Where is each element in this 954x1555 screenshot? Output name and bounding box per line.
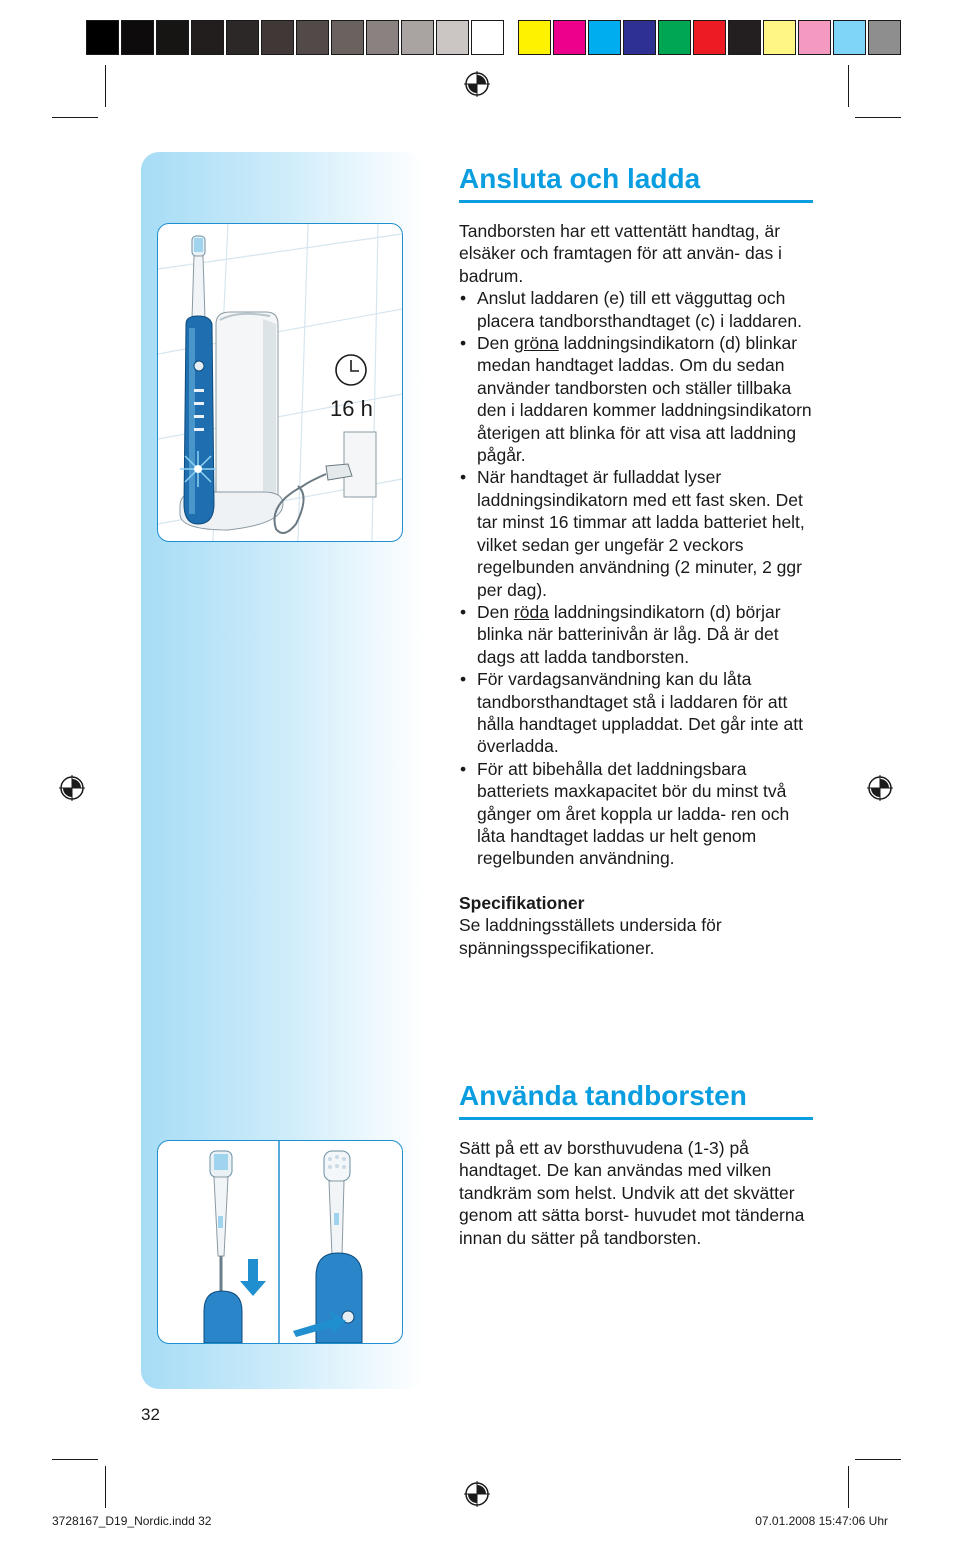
registration-mark-icon: [59, 775, 85, 801]
charging-intro: Tandborsten har ett vattentätt handtag, är elsäker och framtagen för att använ- das i badrum.: [459, 221, 782, 286]
bullet-item: • För att bibehålla det laddningsbara batteriets maxkapacitet bör du minst två gånger om året koppla ur ladda- ren och låta handtaget laddas ur helt genom regelbunden användning.: [459, 758, 819, 870]
color-swatch: [471, 20, 504, 55]
spec-text: Se laddningsställets undersida för spänningsspecifikationer.: [459, 915, 722, 958]
footer-timestamp: 07.01.2008 15:47:06 Uhr: [755, 1514, 888, 1528]
crop-mark: [855, 117, 901, 118]
attach-brush-head-illustration: [157, 1140, 403, 1344]
charging-bullet-list: [459, 287, 819, 870]
crop-mark: [105, 65, 106, 107]
registration-mark-icon: [867, 775, 893, 801]
color-swatch: [728, 20, 761, 55]
underlined-word: gröna: [513, 333, 559, 354]
color-swatch: [156, 20, 189, 55]
color-swatch: [261, 20, 294, 55]
clock-label: 16 h: [330, 396, 373, 421]
color-swatch: [553, 20, 586, 55]
registration-mark-icon: [464, 1481, 490, 1507]
heading-underline: [459, 1117, 813, 1120]
usage-text: Sätt på ett av borsthuvudena (1-3) på handtaget. De kan användas med vilken tandkräm som helst. Undvik att det skvätter genom att sätta borst- huvudet mot tänderna innan du sätter på tandborsten.: [459, 1138, 805, 1248]
toothbrush-charger-icon: [158, 224, 402, 541]
bullet-item: • Anslut laddaren (e) till ett vägguttag och placera tandborsthandtaget (c) i laddaren.: [459, 287, 819, 332]
color-swatch: [436, 20, 469, 55]
color-swatch: [868, 20, 901, 55]
bullet-item: • Den röda laddningsindikatorn (d) börjar blinka när batterinivån är låg. Då är det dags att ladda tandborsten.: [459, 601, 819, 668]
bullet-item: • När handtaget är fulladdat lyser laddningsindikatorn med ett fast sken. Det tar minst 16 timmar att ladda batteriet helt, vilket sedan ger ungefär 2 veckors regelbunden användning (2 minuter, 2 ggr per dag).: [459, 466, 819, 600]
bullet-item: • För vardagsanvändning kan du låta tandborsthandtaget stå i laddaren för att hålla handtaget uppladdat. Det går inte att överladda.: [459, 668, 819, 758]
color-swatch: [588, 20, 621, 55]
color-swatch: [191, 20, 224, 55]
spec-heading: Specifikationer: [459, 892, 585, 913]
charging-body-text: [459, 220, 819, 959]
usage-body-text: [459, 1137, 809, 1249]
footer-file-info: 3728167_D19_Nordic.indd 32: [52, 1514, 212, 1528]
crop-mark: [52, 117, 98, 118]
crop-mark: [848, 1466, 849, 1508]
color-swatch: [121, 20, 154, 55]
heading-underline: [459, 200, 813, 203]
page-number: 32: [141, 1405, 160, 1424]
color-swatch: [366, 20, 399, 55]
section-heading-usage: Använda tandborsten: [459, 1080, 747, 1111]
color-swatch: [296, 20, 329, 55]
color-swatch: [226, 20, 259, 55]
color-swatch: [798, 20, 831, 55]
color-swatch: [693, 20, 726, 55]
color-swatch: [518, 20, 551, 55]
attach-brush-head-icon: [158, 1141, 402, 1343]
crop-mark: [855, 1459, 901, 1460]
color-swatch: [623, 20, 656, 55]
color-calibration-bar: [86, 20, 903, 55]
color-swatch: [401, 20, 434, 55]
registration-mark-icon: [464, 71, 490, 97]
crop-mark: [52, 1459, 98, 1460]
charging-illustration: [157, 223, 403, 542]
color-swatch: [763, 20, 796, 55]
crop-mark: [848, 65, 849, 107]
section-heading-charging: Ansluta och ladda: [459, 163, 701, 194]
color-swatch: [658, 20, 691, 55]
color-swatch: [833, 20, 866, 55]
crop-mark: [105, 1466, 106, 1508]
color-swatch: [331, 20, 364, 55]
underlined-word: röda: [513, 601, 549, 622]
color-swatch: [86, 20, 119, 55]
bullet-item: • Den gröna laddningsindikatorn (d) blinkar medan handtaget laddas. Om du sedan använder tandborsten och ställer tillbaka den i laddaren kommer laddningsindikatorn återigen att blinka för att visa att laddning pågår.: [459, 332, 819, 466]
